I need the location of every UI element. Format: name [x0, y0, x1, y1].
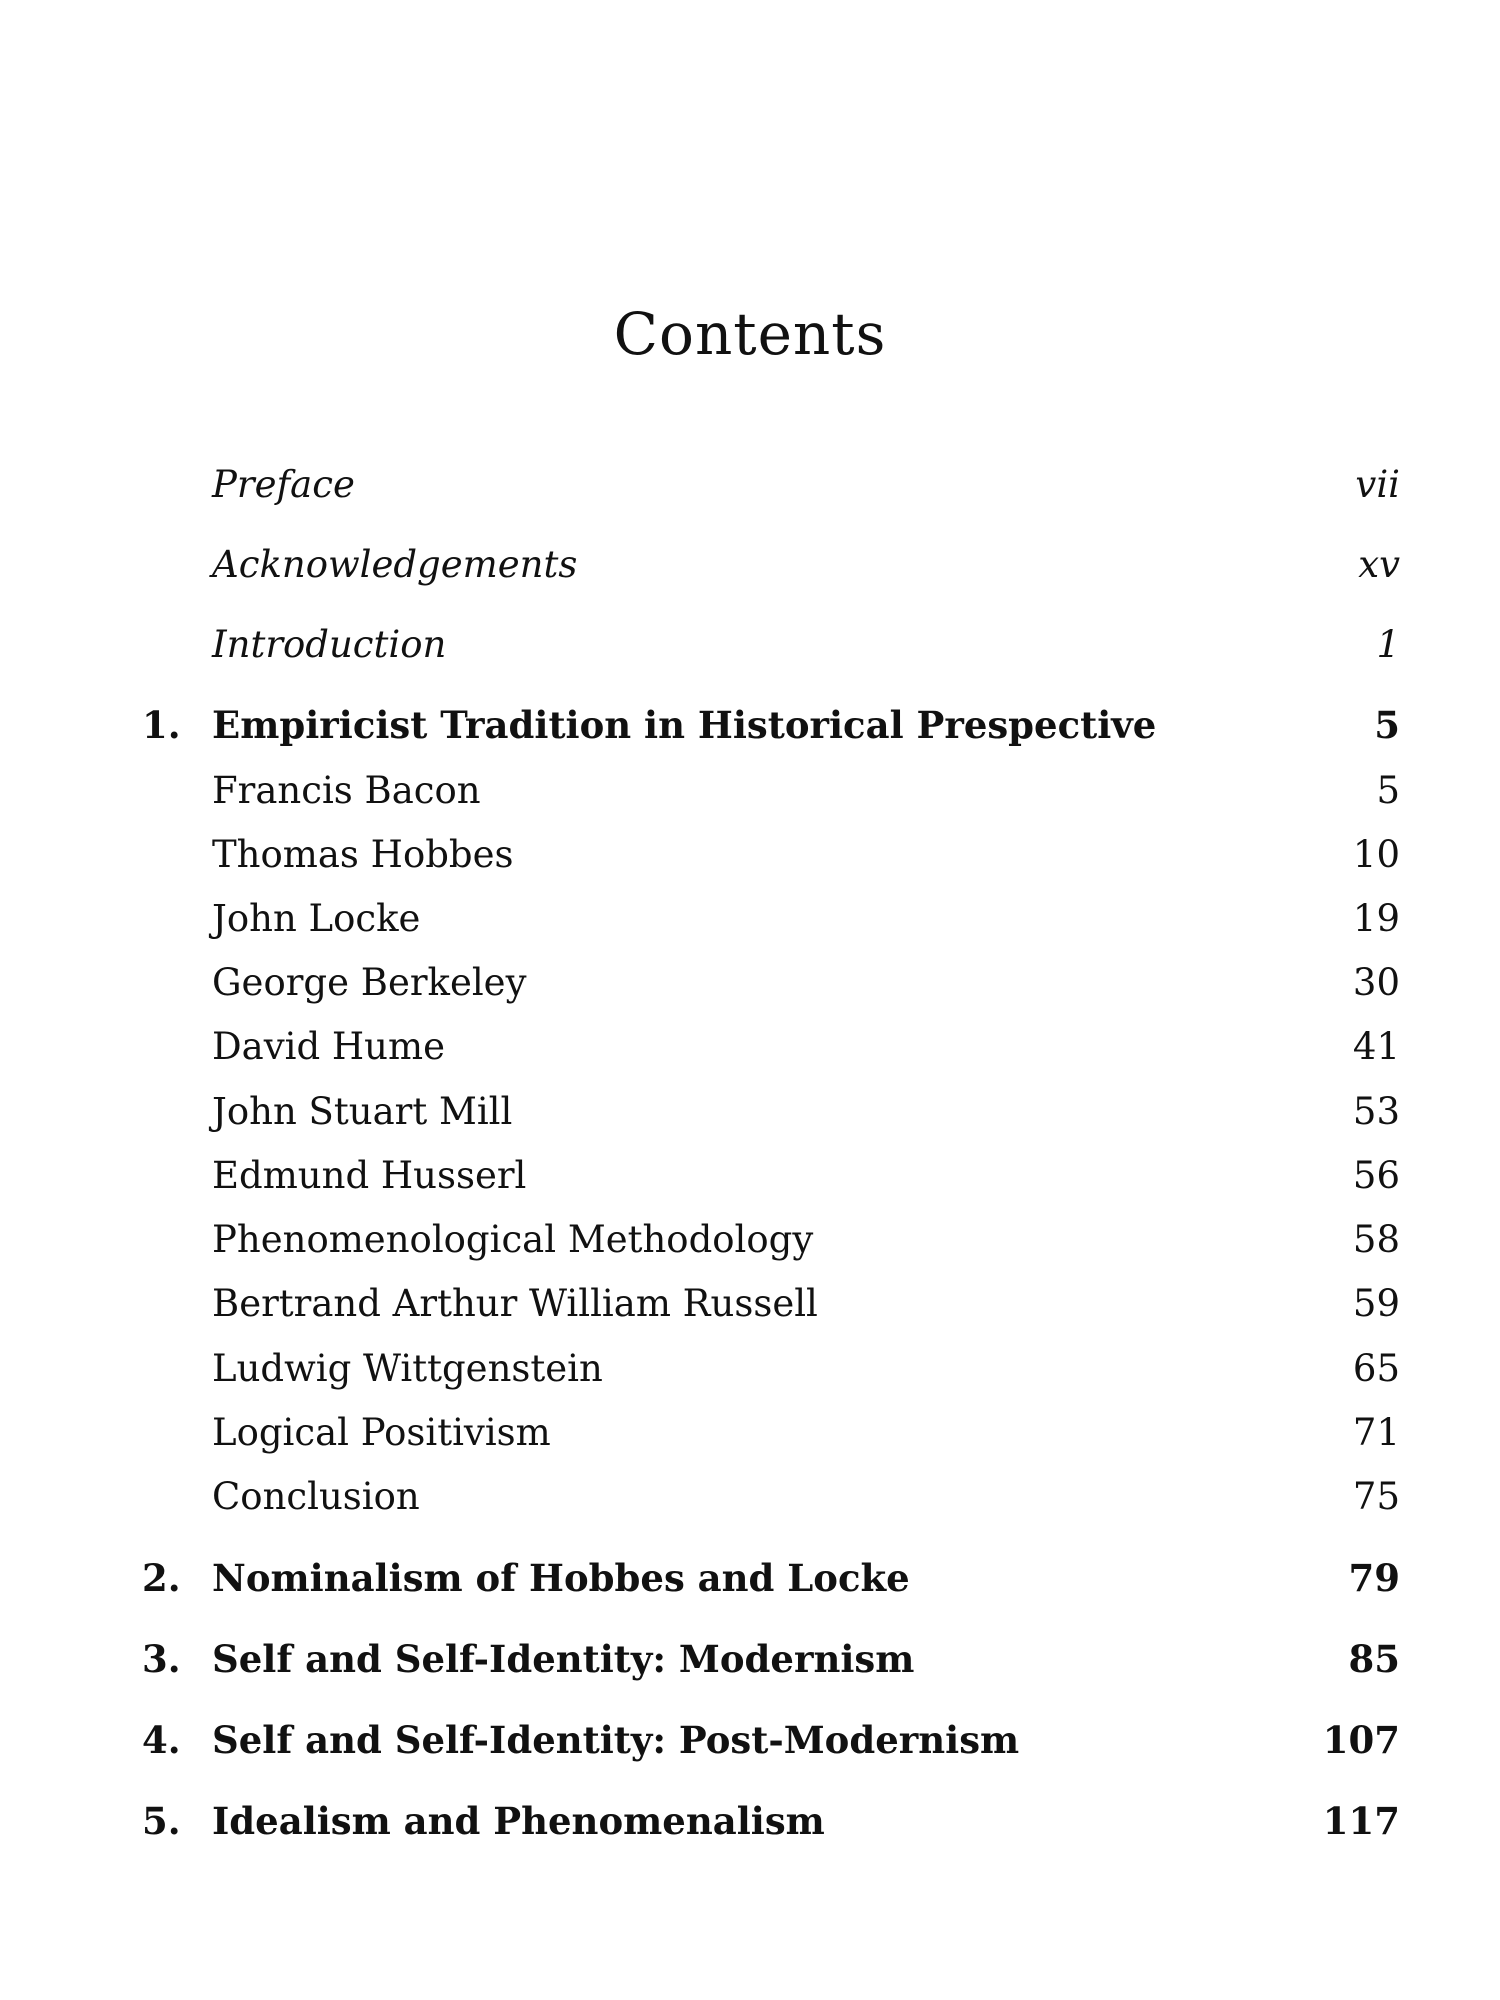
chapter-number: 5.: [142, 1799, 181, 1843]
toc-chapter-5[interactable]: [0, 1796, 1500, 1846]
section-title: Phenomenological Methodology: [212, 1218, 814, 1261]
section-page: 30: [1352, 961, 1400, 1004]
page-title: Contents: [613, 300, 887, 368]
section-title: John Locke: [212, 897, 421, 940]
toc-section-edmund-husserl[interactable]: [0, 1151, 1500, 1201]
chapter-title: Empiricist Tradition in Historical Prespective: [212, 703, 1157, 747]
section-page: 19: [1352, 897, 1400, 940]
toc-section-george-berkeley[interactable]: [0, 958, 1500, 1008]
section-title: Logical Positivism: [212, 1411, 551, 1454]
toc-entry-label: Preface: [212, 463, 355, 506]
toc-entry-page: 1: [1376, 623, 1400, 666]
section-title: Francis Bacon: [212, 769, 481, 812]
toc-section-logical-positivism[interactable]: [0, 1408, 1500, 1458]
toc-entry-page: xv: [1358, 543, 1400, 586]
section-page: 75: [1352, 1475, 1400, 1518]
toc-section-thomas-hobbes[interactable]: [0, 830, 1500, 880]
chapter-title: Self and Self-Identity: Post-Modernism: [212, 1718, 1020, 1762]
section-title: John Stuart Mill: [212, 1090, 513, 1133]
chapter-page: 79: [1348, 1556, 1400, 1600]
section-page: 58: [1352, 1218, 1400, 1261]
toc-section-bertrand-russell[interactable]: [0, 1279, 1500, 1329]
chapter-page: 5: [1374, 703, 1400, 747]
section-title: Conclusion: [212, 1475, 420, 1518]
section-page: 5: [1376, 769, 1400, 812]
toc-entry-label: Introduction: [212, 623, 447, 666]
section-page: 53: [1352, 1090, 1400, 1133]
toc-chapter-1[interactable]: [0, 700, 1500, 750]
section-page: 10: [1352, 833, 1400, 876]
section-page: 41: [1352, 1025, 1400, 1068]
toc-section-francis-bacon[interactable]: [0, 766, 1500, 816]
chapter-title: Nominalism of Hobbes and Locke: [212, 1556, 910, 1600]
toc-entry-page: vii: [1355, 463, 1400, 506]
section-page: 65: [1352, 1347, 1400, 1390]
toc-entry-preface[interactable]: [0, 460, 1500, 510]
chapter-page: 107: [1322, 1718, 1400, 1762]
chapter-number: 2.: [142, 1556, 181, 1600]
toc-chapter-3[interactable]: [0, 1634, 1500, 1684]
toc-section-john-locke[interactable]: [0, 894, 1500, 944]
toc-section-conclusion[interactable]: [0, 1472, 1500, 1522]
toc-chapter-4[interactable]: [0, 1715, 1500, 1765]
section-title: Bertrand Arthur William Russell: [212, 1282, 818, 1325]
toc-entry-label: Acknowledgements: [212, 543, 578, 586]
chapter-number: 3.: [142, 1637, 181, 1681]
toc-section-phenomenological-methodology[interactable]: [0, 1215, 1500, 1265]
chapter-page: 117: [1322, 1799, 1400, 1843]
toc-chapter-2[interactable]: [0, 1553, 1500, 1603]
toc-entry-acknowledgements[interactable]: [0, 540, 1500, 590]
section-title: David Hume: [212, 1025, 445, 1068]
section-title: Edmund Husserl: [212, 1154, 527, 1197]
section-page: 71: [1352, 1411, 1400, 1454]
toc-section-david-hume[interactable]: [0, 1022, 1500, 1072]
chapter-title: Idealism and Phenomenalism: [212, 1799, 825, 1843]
section-page: 59: [1352, 1282, 1400, 1325]
toc-entry-introduction[interactable]: [0, 620, 1500, 670]
chapter-number: 4.: [142, 1718, 181, 1762]
chapter-number: 1.: [142, 703, 181, 747]
section-title: George Berkeley: [212, 961, 527, 1004]
toc-section-john-stuart-mill[interactable]: [0, 1087, 1500, 1137]
section-page: 56: [1352, 1154, 1400, 1197]
chapter-page: 85: [1348, 1637, 1400, 1681]
toc-section-ludwig-wittgenstein[interactable]: [0, 1344, 1500, 1394]
chapter-title: Self and Self-Identity: Modernism: [212, 1637, 915, 1681]
section-title: Ludwig Wittgenstein: [212, 1347, 603, 1390]
section-title: Thomas Hobbes: [212, 833, 514, 876]
